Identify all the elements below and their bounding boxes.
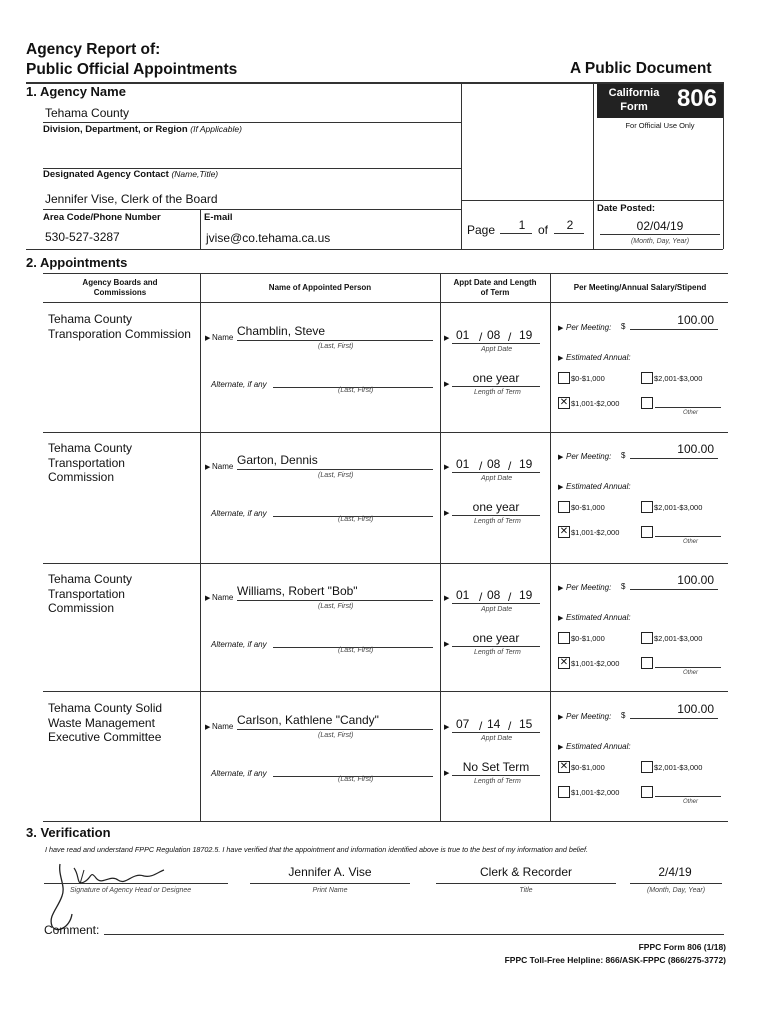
arrow-icon: ▶: [444, 595, 450, 602]
date-slash: /: [508, 719, 512, 733]
arrow-icon: ▶: [205, 464, 211, 471]
per-meeting-label: Per Meeting:: [566, 323, 612, 332]
option-0-1000-label: $0-$1,000: [571, 763, 605, 772]
per-meeting-label: Per Meeting:: [566, 583, 612, 592]
arrow-icon: ▶: [444, 724, 450, 731]
per-meeting-label: Per Meeting:: [566, 452, 612, 461]
appt-month: 01: [456, 457, 470, 471]
checkbox-other[interactable]: [641, 397, 653, 409]
last-first-label: (Last, First): [318, 343, 354, 350]
arrow-icon: ▶: [444, 381, 450, 388]
appointee-name: Garton, Dennis: [237, 453, 318, 467]
checkbox-2001-3000[interactable]: [641, 761, 653, 773]
appointee-name: Chamblin, Steve: [237, 324, 326, 338]
agency-name-section-label: 1. Agency Name: [26, 84, 126, 99]
option-2001-3000-label: $2,001-$3,000: [654, 634, 703, 643]
other-label: Other: [683, 539, 699, 545]
arrow-icon: ▶: [205, 724, 211, 731]
alt-last-first-label: (Last, First): [338, 776, 374, 783]
verification-date-label: (Month, Day, Year): [646, 887, 706, 894]
appt-month: 01: [456, 588, 470, 602]
name-label: Name: [212, 462, 234, 471]
option-0-1000-label: $0-$1,000: [571, 503, 605, 512]
date-slash: /: [508, 330, 512, 344]
date-slash: /: [508, 459, 512, 473]
arrow-icon: ▶: [444, 770, 450, 777]
term-length: one year: [472, 371, 520, 385]
option-2001-3000-label: $2,001-$3,000: [654, 503, 703, 512]
name-label: Name: [212, 593, 234, 602]
col-person-header: Name of Appointed Person: [268, 283, 372, 292]
form-806-badge: [597, 84, 723, 118]
option-2001-3000-label: $2,001-$3,000: [654, 374, 703, 383]
option-1001-2000-label: $1,001-$2,000: [571, 788, 620, 797]
page-total: 2: [566, 218, 574, 232]
title-line-1: Agency Report of:: [26, 41, 161, 58]
checkbox-2001-3000[interactable]: [641, 501, 653, 513]
length-label: Length of Term: [474, 778, 521, 785]
option-1001-2000-label: $1,001-$2,000: [571, 528, 620, 537]
print-name-label: Print Name: [312, 887, 348, 894]
board-name: Tehama County Transportation Commission: [48, 441, 133, 484]
checkbox-2001-3000[interactable]: [641, 372, 653, 384]
title-value: Clerk & Recorder: [479, 865, 573, 879]
option-1001-2000-label: $1,001-$2,000: [571, 399, 620, 408]
estimated-annual-label: Estimated Annual:: [566, 482, 631, 491]
alternate-label: Alternate, if any: [211, 380, 267, 389]
email-label: E-mail: [204, 212, 233, 223]
date-slash: /: [479, 719, 483, 733]
badge-number: 806: [676, 85, 717, 112]
division-label: Division, Department, or Region (If Applicable): [43, 124, 242, 135]
last-first-label: (Last, First): [318, 472, 354, 479]
arrow-icon: ▶: [558, 615, 564, 622]
last-first-label: (Last, First): [318, 603, 354, 610]
option-0-1000-label: $0-$1,000: [571, 634, 605, 643]
name-label: Name: [212, 722, 234, 731]
dollar-sign: $: [621, 711, 626, 720]
form-id: FPPC Form 806 (1/18): [638, 942, 726, 952]
per-meeting-amount: 100.00: [677, 313, 714, 327]
checkbox-1001-2000[interactable]: ✕: [559, 526, 569, 537]
alt-last-first-label: (Last, First): [338, 516, 374, 523]
checkbox-0-1000[interactable]: [558, 372, 570, 384]
arrow-icon: ▶: [558, 744, 564, 751]
arrow-icon: ▶: [558, 585, 564, 592]
arrow-icon: ▶: [558, 325, 564, 332]
arrow-icon: ▶: [558, 714, 564, 721]
page-number: 1: [518, 218, 526, 232]
alt-last-first-label: (Last, First): [338, 387, 374, 394]
other-label: Other: [683, 410, 699, 416]
title-line-2: Public Official Appointments: [26, 61, 238, 78]
estimated-annual-label: Estimated Annual:: [566, 742, 631, 751]
col-boards-header: Agency Boards and Commissions: [82, 278, 158, 297]
checkbox-other[interactable]: [641, 786, 653, 798]
page-label: Page: [467, 223, 496, 237]
length-label: Length of Term: [474, 649, 521, 656]
alt-last-first-label: (Last, First): [338, 647, 374, 654]
phone-value: 530-527-3287: [45, 230, 120, 244]
name-label: Name: [212, 333, 234, 342]
length-label: Length of Term: [474, 389, 521, 396]
date-slash: /: [479, 330, 483, 344]
report-title: [26, 40, 237, 80]
board-name: Tehama County Transportation Commission: [48, 572, 133, 615]
appt-date-label: Appt Date: [481, 606, 513, 613]
checkbox-1001-2000[interactable]: [558, 786, 570, 798]
appt-month: 01: [456, 328, 470, 342]
comment-label: Comment:: [44, 923, 100, 937]
appt-year: 15: [519, 717, 533, 731]
checkbox-0-1000[interactable]: [558, 501, 570, 513]
verification-statement: I have read and understand FPPC Regulation 18702.5. I have verified that the appointment and information identified above is true to the best of my information and belief.: [45, 845, 588, 854]
checkbox-2001-3000[interactable]: [641, 632, 653, 644]
date-posted-format: (Month, Day, Year): [630, 238, 690, 245]
arrow-icon: ▶: [444, 641, 450, 648]
per-meeting-label: Per Meeting:: [566, 712, 612, 721]
arrow-icon: ▶: [558, 484, 564, 491]
alternate-label: Alternate, if any: [211, 640, 267, 649]
title-label: Title: [519, 887, 533, 894]
signature-label: Signature of Agency Head or Designee: [70, 887, 192, 894]
other-label: Other: [683, 670, 699, 676]
phone-label: Area Code/Phone Number: [43, 212, 161, 223]
appt-day: 08: [487, 457, 501, 471]
agency-name-value: Tehama County: [45, 106, 130, 120]
board-name: Tehama County Transporation Commission: [48, 312, 191, 341]
public-document-label: A Public Document: [570, 60, 712, 77]
appointee-name: Carlson, Kathlene "Candy": [237, 713, 379, 727]
dollar-sign: $: [621, 322, 626, 331]
dollar-sign: $: [621, 582, 626, 591]
appt-year: 19: [519, 457, 533, 471]
alternate-label: Alternate, if any: [211, 509, 267, 518]
appt-date-label: Appt Date: [481, 735, 513, 742]
alternate-label: Alternate, if any: [211, 769, 267, 778]
badge-line-2: Form: [620, 101, 648, 113]
board-name: Tehama County Solid Waste Management Executive Committee: [48, 701, 163, 744]
checkbox-0-1000[interactable]: [558, 632, 570, 644]
per-meeting-amount: 100.00: [677, 442, 714, 456]
appt-day: 08: [487, 328, 501, 342]
arrow-icon: ▶: [558, 454, 564, 461]
contact-value: Jennifer Vise, Clerk of the Board: [45, 192, 218, 206]
arrow-icon: ▶: [558, 355, 564, 362]
contact-label: Designated Agency Contact (Name,Title): [43, 169, 219, 180]
email-value: jvise@co.tehama.ca.us: [206, 231, 331, 245]
appt-date-label: Appt Date: [481, 346, 513, 353]
date-slash: /: [479, 459, 483, 473]
dollar-sign: $: [621, 451, 626, 460]
term-length: No Set Term: [462, 760, 530, 774]
appt-year: 19: [519, 328, 533, 342]
estimated-annual-label: Estimated Annual:: [566, 613, 631, 622]
term-length: one year: [472, 631, 520, 645]
date-slash: /: [508, 590, 512, 604]
arrow-icon: ▶: [444, 464, 450, 471]
checkbox-other[interactable]: [641, 526, 653, 538]
print-name-value: Jennifer A. Vise: [288, 865, 372, 879]
of-label: of: [538, 223, 549, 237]
checkbox-0-1000[interactable]: ✕: [559, 761, 569, 772]
option-2001-3000-label: $2,001-$3,000: [654, 763, 703, 772]
checkbox-1001-2000[interactable]: ✕: [559, 657, 569, 668]
appointments-section-label: 2. Appointments: [26, 255, 128, 270]
badge-line-1: California: [608, 87, 660, 99]
appointee-name: Williams, Robert "Bob": [237, 584, 358, 598]
option-1001-2000-label: $1,001-$2,000: [571, 659, 620, 668]
appt-day: 08: [487, 588, 501, 602]
verification-section-label: 3. Verification: [26, 825, 111, 840]
arrow-icon: ▶: [444, 510, 450, 517]
col-appt-header: Appt Date and Length of Term: [453, 278, 537, 297]
arrow-icon: ▶: [444, 335, 450, 342]
checkbox-1001-2000[interactable]: ✕: [559, 397, 569, 408]
date-posted-value: 02/04/19: [636, 219, 684, 233]
date-posted-label: Date Posted:: [597, 203, 656, 214]
col-stipend-header: Per Meeting/Annual Salary/Stipend: [573, 283, 707, 292]
per-meeting-amount: 100.00: [677, 702, 714, 716]
option-0-1000-label: $0-$1,000: [571, 374, 605, 383]
checkbox-other[interactable]: [641, 657, 653, 669]
term-length: one year: [472, 500, 520, 514]
verification-date-value: 2/4/19: [658, 865, 692, 879]
per-meeting-amount: 100.00: [677, 573, 714, 587]
appt-year: 19: [519, 588, 533, 602]
appt-month: 07: [456, 717, 470, 731]
last-first-label: (Last, First): [318, 732, 354, 739]
official-use-label: For Official Use Only: [625, 121, 695, 130]
appt-day: 14: [487, 717, 501, 731]
length-label: Length of Term: [474, 518, 521, 525]
date-slash: /: [479, 590, 483, 604]
appt-date-label: Appt Date: [481, 475, 513, 482]
helpline: FPPC Toll-Free Helpline: 866/ASK-FPPC (866/275-3772): [504, 955, 726, 965]
other-label: Other: [683, 799, 699, 805]
arrow-icon: ▶: [205, 335, 211, 342]
arrow-icon: ▶: [205, 595, 211, 602]
estimated-annual-label: Estimated Annual:: [566, 353, 631, 362]
